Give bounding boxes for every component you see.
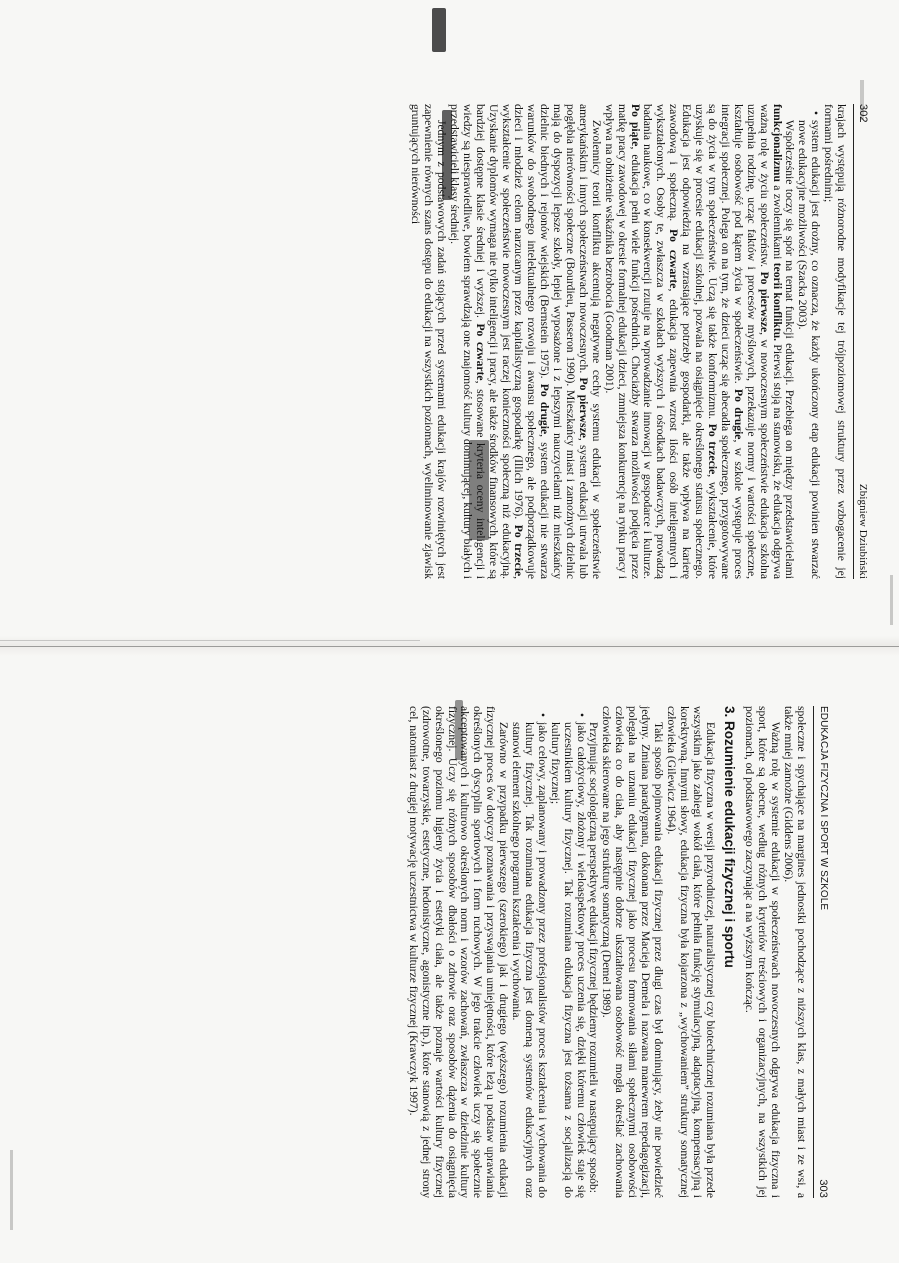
paragraph: [743, 706, 782, 1198]
bold-term: Po pierwsze: [757, 271, 771, 333]
page-divider-line-secondary: [0, 640, 420, 641]
book-page-302: [408, 104, 869, 579]
bold-term: funkcjonalizmu: [770, 104, 784, 182]
paragraph-continued: [781, 706, 807, 1198]
paragraph-continued: [821, 104, 847, 579]
text-run: Pierwsi stoją na stanowisku, że edukacja odgrywa ważną rolę w życiu społeczeństw.: [757, 104, 784, 579]
text-run: a zwolennikami: [770, 181, 784, 263]
text-run: , wykształcenie, które uzyskuje się w procesie edukacji szkolnej, pozwala na osiągnięcie określonego statusu społecznego. Edukacja jest odpowiedzią na wzrastające potrzeby gospodarki, ale także wpływa na karierę zawodową i społeczną.: [667, 104, 720, 579]
bullet-dot: •: [535, 713, 549, 718]
text-run: Jednym z podstawowych zadań stojących przed systemami edukacji krajów rozwiniętych jest zapewnienie równych szans dostępu do edukacji na wszystkich poziomach, wyeliminowanie zjawisk gruntujących nierówności: [409, 104, 448, 579]
page-number: 302: [857, 104, 869, 123]
section-body-text: [406, 706, 716, 1198]
paragraph: [408, 104, 447, 579]
bold-term: Po czwarte: [473, 323, 487, 381]
text-run: jako całożyciowy, złożony i wieloaspektowy proces uczenia się, dzięki któremu człowiek staje się uczestnikiem kultury fizycznej. Tak rozumiana edukacja fizyczna jest tożsama z socjalizacją do kultury fizycznej;: [548, 722, 588, 1198]
text-run: , edukacja zapewnia wzrost ilości osób inteligentnych i wykształconych. Osoby te, zwłaszcza w szkołach wyższych i ośrodkach badawczych, prowadzą badania naukowe, co w konsekwencji rzutuje na wprowadzanie innowacji w gospodarce i kulturze.: [641, 104, 681, 579]
text-run: , system edukacji nie stwarza warunków do swobodnego intelektualnego rozwoju i awansu społecznego, ale podporządkowuje dzieci i młodzież celom narzucanym przez kapitalistyczną gospodarkę (Illich 1976).: [512, 104, 552, 579]
text-run: Zarówno w przypadku pierwszego (szerokiego) jak i drugiego (węższego) rozumienia edukacji fizycznej proces ów dotyczy poznawania i przyswajania umiejętności, które leżą u podstaw uprawiania określonych dyscyplin sportowych i form ruchowych. W jego trakcie człowiek uczy się społecznie akceptowanych i kulturowo określonych norm i wzorów zachowań, zwłaszcza w dziedzinie kultury fizycznej. Uczy się różnych sposobów dbałości o zdrowie oraz sposobów dążenia do osiągnięcia określonego poziomu higieny życia i estetyki ciała, ale także poznaje wartości kultury fizycznej (zdrowotne, towarzyskie, estetyczne, hedonistyczne, agonistyczne itp.), które stanowią z jednej strony cel, natomiast z drugiej motywację uczestnictwa w kulturze fizycznej (Krawczyk 1997).: [406, 706, 511, 1198]
text-run: , wykształcenie w społeczeństwie nowoczesnym jest raczej konieczności społeczną niż edukacyjną. Uzyskanie dyplomów wymaga nie tylko inteligencji i pracy, ale także środków finansowych, które są bardziej dostępne klasie średniej i wyższej.: [473, 104, 526, 580]
bullet-item: [509, 706, 548, 1198]
bold-term: Po trzecie: [512, 524, 526, 577]
text-run: , system edukacji utrwala lub pogłębia nierówności społeczne (Bourdieu, Passeron 1990). Mieszkańcy miast i zamożnych dzielnic mają do dyspozycji lepsze szkoły, lepiej wyposażone i z lepszymi nauczycielami niż mieszkańcy dzielnic biednych i rejonów wiejskich (Bernstein 1975).: [538, 104, 590, 579]
paragraph: [406, 706, 509, 1198]
text-run: krajach występują różnorodne modyfikacje tej trójpoziomowej struktury przez wzbogacenie jej formami pośrednimi;: [822, 104, 849, 579]
paragraph: [600, 706, 665, 1198]
text-run: Przyjmując socjologiczną perspektywę edukacji fizycznej będziemy rozumieli w następujący sposób:: [587, 722, 601, 1193]
text-run: Taki sposób pojmowania edukacji fizycznej przez długi czas był dominujący, żeby nie powiedzieć jedyny. Zmiana paradygmatu, dokonana przez Macieja Demela i nazwana manewrem repedagogizacji, polegała na uznaniu edukacji fizycznej jako procesu formowania siłami społecznymi osobowości człowieka co do ciała, aby następnie dobrze ukształtowana osobowość mogła określać zachowania człowieka skierowane na jego strukturę somatyczną (Demel 1989).: [600, 706, 666, 1198]
bold-term: Po czwarte: [667, 229, 681, 289]
bullet-dot: •: [809, 111, 823, 116]
bold-term: Po drugie: [538, 383, 552, 435]
text-run: społeczne i spychające na margines jednostki pochodzące z niższych klas, z małych miast i ze wsi, a także mniej zamożne (Giddens 2006).: [782, 706, 809, 1198]
page-body-text: [408, 104, 847, 579]
paragraph: [602, 104, 796, 579]
text-run: jako celowy, zaplanowany i prowadzony przez profesjonalistów proces kształcenia i wychowania do kultury fizycznej. Tak rozumiana edukacja fizyczna jest domeną systemów edukacyjnych oraz stanowi element szkolnego programu kształcenia i wychowania.: [510, 722, 549, 1198]
book-page-303: [406, 706, 829, 1198]
page-header: [813, 706, 829, 1198]
bullet-item: [795, 104, 821, 579]
binding-mark: [432, 8, 446, 52]
page-number: 303: [817, 1179, 829, 1198]
bold-term: teorii konfliktu.: [770, 262, 784, 342]
paragraph: [587, 706, 600, 1198]
text-run: , stosowane kryteria oceny inteligencji i wiedzy są niesprawiedliwe, bowiem sprawdzają one znajomość kultury dominującej, kultury białych i przedstawicieli klasy średniej.: [447, 104, 487, 579]
text-run: , w nowoczesnym społeczeństwie edukacja szkolna uzupełnia rodzinę, ucząc faktów i procesów myślowych, przekazuje normy i wartości społeczne, kształtuje osobowość pod kątem życia w społeczeństwie.: [731, 104, 771, 579]
page-divider-line: [0, 646, 899, 647]
page-body-text: [743, 706, 808, 1198]
page-header: [853, 104, 869, 579]
text-run: Ważną rolę w systemie edukacji w społeczeństwach nowoczesnych odgrywa edukacja fizyczna i sport, które są obecne, według różnych kryteriów treściowych i organizacyjnych, na wszystkich jej poziomach, od podstawowego zaczynając a na wyższym kończąc.: [743, 706, 783, 1198]
text-run: Zwolennicy teorii konfliktu akcentują negatywne cechy systemu edukacji w społeczeństwie amerykańskim i innych społeczeństwach nowoczesnych.: [576, 104, 603, 579]
paragraph: [447, 104, 602, 579]
bullet-item: [548, 706, 587, 1198]
scan-edge-mark: [10, 1150, 13, 1230]
section-heading: 3. Rozumienie edukacji fizycznej i sportu: [721, 706, 737, 968]
bold-term: Po pierwsze: [576, 377, 590, 438]
text-run: Edukacja fizyczna w wersji przyrodniczej, naturalistycznej czy biotechnicznej rozumiana była przede wszystkim jako zabiegi wokół ciała, które pełniła funkcję stymulacyjną, adaptacyjną, kompensacyjną i korektywną. Innymi słowy, edukacja fizyczna była kojarzona z „wychowaniem” struktury somatycznej człowieka (Gilewicz 1964).: [664, 706, 717, 1198]
bold-term: Po piąte: [628, 104, 642, 147]
bullet-dot: •: [574, 713, 588, 718]
text-run: , edukacja pełni wiele funkcji pośrednich. Chociażby stwarza możliwości podjęcia przez matkę pracy zawodowej w okresie formalnej edukacji dzieci, zmniejsza konkurencję na rynku pracy i wpływa na obniżenie wskaźnika bezrobocia (Goodman 2001).: [602, 104, 642, 580]
paragraph: [664, 706, 716, 1198]
scan-edge-mark: [890, 575, 893, 625]
bold-term: Po trzecie: [706, 423, 720, 475]
running-header-author: Zbigniew Dziubiński: [857, 483, 869, 579]
running-header-title: EDUKACJA FIZYCZNA I SPORT W SZKOLE: [818, 706, 829, 911]
text-run: , w szkole występuje proces integracji społecznej. Polega on na tym, że dzieci ucząc się abecadła społecznego, przygotowywane są do życia w tym społeczeństwie. Uczą się także konformizmu.: [706, 104, 745, 579]
text-run: Współcześnie toczy się spór na temat funkcji edukacji. Przebiega on między przedstawicielami: [783, 120, 797, 579]
text-run: system edukacji jest drożny, co oznacza, że każdy ukończony etap edukacji powinien stwarzać nowe edukacyjne możliwości (Szacka 2003).: [796, 120, 823, 579]
bold-term: Po drugie: [731, 389, 745, 440]
